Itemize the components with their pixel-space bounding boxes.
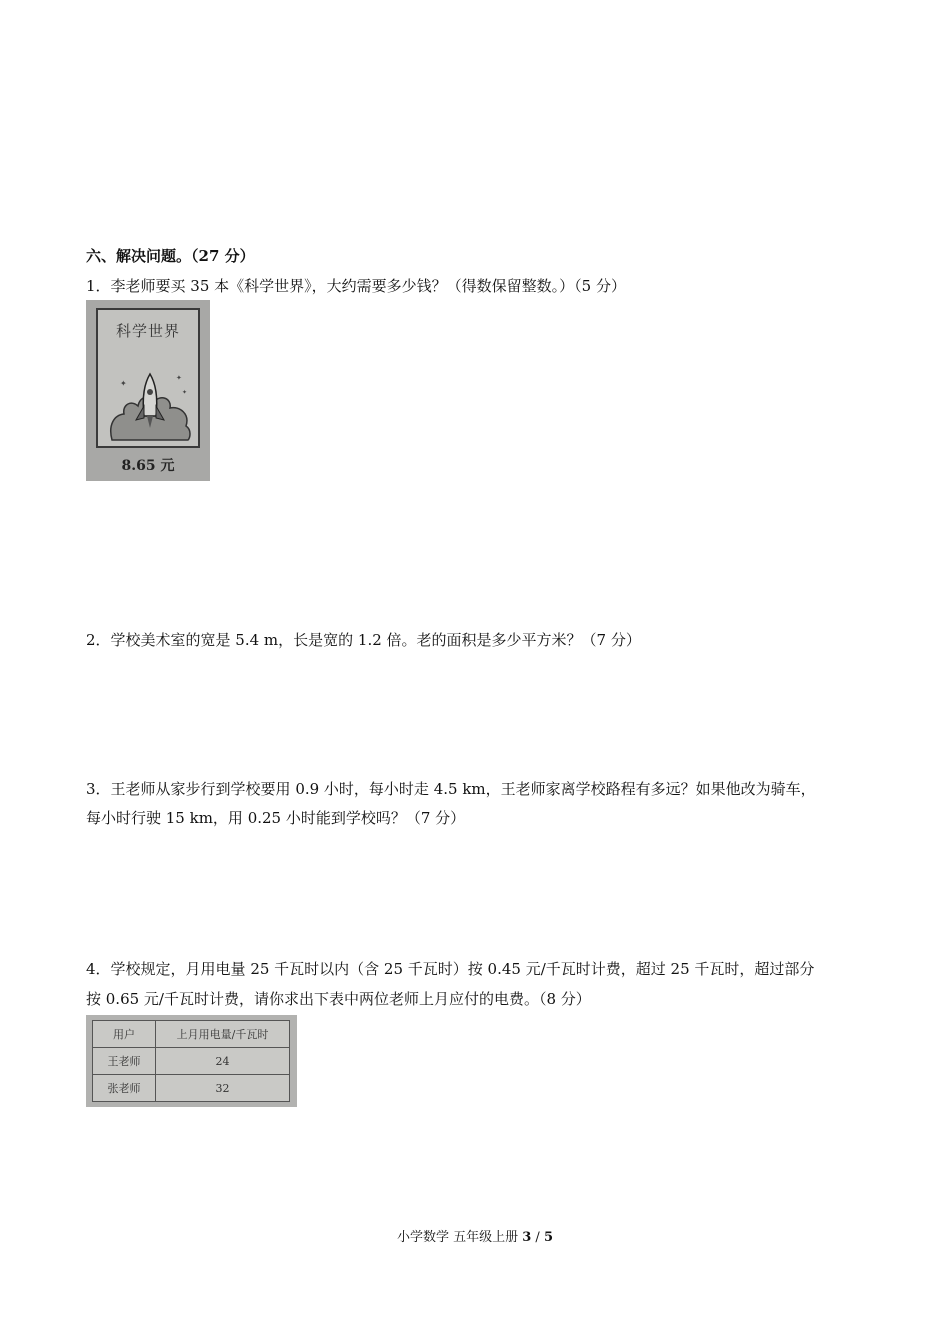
table-cell: 32 [156, 1075, 290, 1102]
question-4-line-2: 按 0.65 元/千瓦时计费，请你求出下表中两位老师上月应付的电费。（8 分） [86, 990, 591, 1008]
electricity-table-image [86, 1015, 297, 1107]
table-cell: 王老师 [93, 1048, 156, 1075]
book-price: 8.65 元 [121, 458, 175, 474]
book-title: 科学世界 [115, 322, 180, 340]
svg-text:✦: ✦ [120, 379, 127, 388]
rocket-icon [106, 370, 194, 442]
section-title: 六、解决问题。（27 分） [86, 247, 255, 265]
book-cover-frame [96, 308, 200, 448]
question-2-text: 2．学校美术室的宽是 5.4 m，长是宽的 1.2 倍。老的面积是多少平方米？（7 分） [86, 631, 641, 649]
question-1-text: 1．李老师要买 35 本《科学世界》，大约需要多少钱？（得数保留整数。）（5 分） [86, 277, 626, 295]
svg-text:✦: ✦ [182, 389, 188, 396]
footer-page-total: 5 [543, 1230, 553, 1245]
table-cell: 张老师 [93, 1075, 156, 1102]
table-row [93, 1075, 290, 1102]
question-4-line-1: 4．学校规定，月用电量 25 千瓦时以内（含 25 千瓦时）按 0.45 元/千瓦时计费，超过 25 千瓦时，超过部分 [86, 960, 815, 978]
question-3-line-1: 3．王老师从家步行到学校要用 0.9 小时，每小时走 4.5 km，王老师家离学校路程有多远？如果他改为骑车， [86, 780, 816, 798]
book-cover-image [86, 300, 210, 481]
table-row [93, 1048, 290, 1075]
table-header-cell: 上月用电量/千瓦时 [156, 1021, 290, 1048]
table-cell: 24 [156, 1048, 290, 1075]
question-3-line-2: 每小时行驶 15 km，用 0.25 小时能到学校吗？（7 分） [86, 809, 466, 827]
table-header-cell: 用户 [93, 1021, 156, 1048]
electricity-table [92, 1020, 290, 1102]
page-footer [0, 1230, 950, 1246]
svg-text:✦: ✦ [176, 374, 182, 382]
footer-subject: 小学数学 五年级上册 [396, 1230, 523, 1245]
footer-page-number: 3 [522, 1230, 532, 1245]
footer-separator: / [531, 1230, 544, 1245]
table-header-row [93, 1021, 290, 1048]
